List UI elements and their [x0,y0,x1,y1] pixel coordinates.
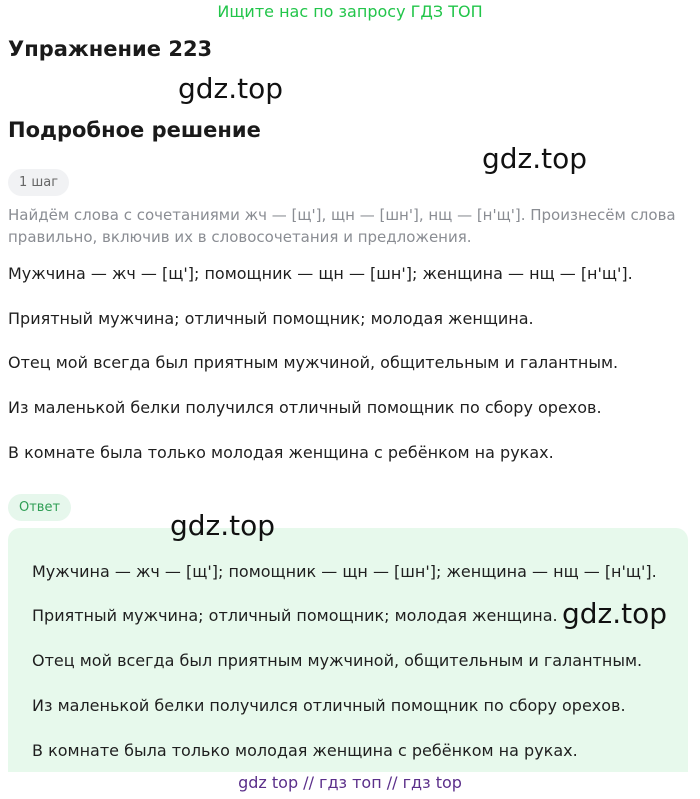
watermark: gdz.top [170,509,276,542]
exercise-title: Упражнение 223 [8,37,213,61]
answer-line: Мужчина — жч — [щ']; помощник — щн — [шн']; женщина — нщ — [н'щ']. [32,562,657,581]
top-banner: Ищите нас по запросу ГДЗ ТОП [217,2,483,21]
answer-badge: Ответ [8,494,71,521]
watermark: gdz.top [562,597,668,630]
answer-line: В комнате была только молодая женщина с ребёнком на руках. [32,741,578,760]
step-badge: 1 шаг [8,169,69,196]
watermark: gdz.top [482,142,588,175]
solution-line: Мужчина — жч — [щ']; помощник — щн — [шн']; женщина — нщ — [н'щ']. [8,264,633,283]
footer-links: gdz top // гдз топ // гдз top [238,773,462,792]
solution-line: Приятный мужчина; отличный помощник; молодая женщина. [8,309,534,328]
watermark: gdz.top [178,72,284,105]
answer-line: Приятный мужчина; отличный помощник; молодая женщина. [32,606,558,625]
hint-text: Найдём слова с сочетаниями жч — [щ'], щн — [шн'], нщ — [н'щ']. Произнесём слова правильно, включив их в словосочетания и предложения. [8,206,676,246]
answer-line: Из маленькой белки получился отличный помощник по сбору орехов. [32,696,626,715]
solution-line: Отец мой всегда был приятным мужчиной, общительным и галантным. [8,353,619,372]
answer-line: Отец мой всегда был приятным мужчиной, общительным и галантным. [32,651,643,670]
solution-line: В комнате была только молодая женщина с ребёнком на руках. [8,443,554,462]
section-title: Подробное решение [8,118,261,142]
solution-line: Из маленькой белки получился отличный помощник по сбору орехов. [8,398,602,417]
